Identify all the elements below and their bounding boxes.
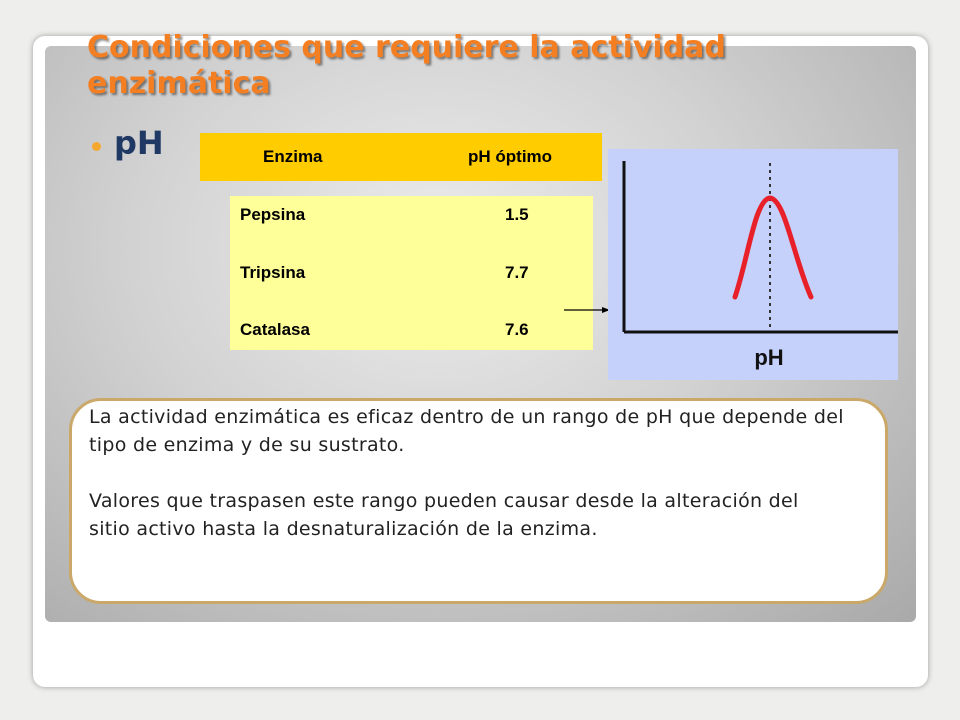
header-ph: pH óptimo	[468, 147, 553, 166]
enzyme-ph: 1.5	[505, 205, 529, 224]
activity-curve	[735, 198, 811, 297]
enzyme-ph: 7.7	[505, 263, 529, 282]
enzyme-name: Tripsina	[240, 263, 306, 282]
enzyme-name: Catalasa	[240, 320, 310, 339]
ph-activity-graph	[608, 149, 898, 380]
explanation-box	[69, 398, 888, 604]
enzyme-name: Pepsina	[240, 205, 306, 224]
header-enzyme: Enzima	[263, 147, 323, 166]
bullet-dot-icon	[92, 142, 101, 151]
enzyme-ph: 7.6	[505, 320, 529, 339]
table-row	[230, 263, 593, 287]
bullet-ph: pH	[114, 124, 164, 162]
paragraph-1: La actividad enzimática es eficaz dentro de un rango de pH que depende del tipo de enzima y de su sustrato.	[89, 406, 844, 456]
paragraph-2: Valores que traspasen este rango pueden causar desde la alteración del sitio activo hasta la desnaturalización de la enzima.	[89, 490, 799, 540]
graph-x-label: pH	[754, 345, 784, 370]
enzyme-table	[230, 196, 593, 350]
arrow-right-icon	[564, 306, 610, 314]
table-header	[200, 133, 602, 181]
table-row	[230, 205, 593, 229]
slide-title: Condiciones que requiere la actividad enzimática	[87, 30, 726, 101]
table-row	[230, 320, 593, 344]
